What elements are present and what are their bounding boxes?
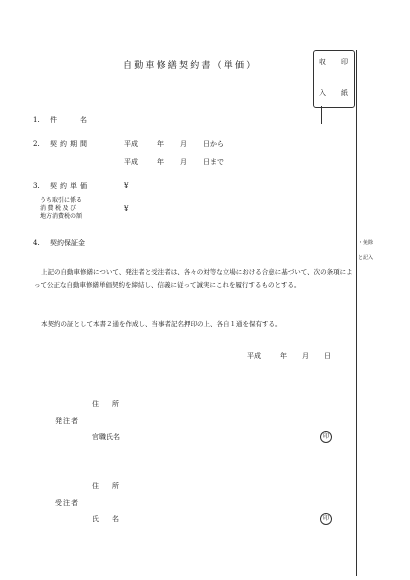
tax-label-line3: 地方消費税の額 [40,213,83,220]
orderer-seal-mark: 印 [320,431,332,443]
stamp-char-shu: 収 [319,58,326,66]
item-3-number: 3. [33,182,40,190]
orderer-party-label: 発注者 [55,417,79,425]
period-end-month: 月 [180,158,187,166]
item-1-number: 1. [33,116,40,124]
period-start-month: 月 [180,140,187,148]
stamp-char-nyu: 入 [319,89,326,97]
tax-yen: ¥ [124,205,129,213]
item-4-label: 契約保証金 [50,239,85,247]
stamp-char-shi: 紙 [341,89,348,97]
item-2-number: 2. [33,140,40,148]
revenue-stamp-box [313,50,355,108]
tax-label-line1: うち取引に係る [40,197,83,204]
contractor-address-label: 住 所 [92,482,122,490]
period-end-era: 平成 [124,158,138,166]
item-3-label: 契約単価 [50,182,90,190]
orderer-address-label: 住 所 [92,400,122,408]
stamp-char-in: 印 [341,58,348,66]
item-1-label: 件 名 [50,116,90,124]
contractor-name-label: 氏 名 [92,515,122,523]
date-era: 平成 [247,352,261,360]
tax-label-line2: 消費税及び [40,205,78,212]
body-paragraph-2: 本契約の証として本書２通を作成し、当事者記名押印の上、各自１通を保有する。 [41,320,282,328]
margin-line [356,50,357,576]
orderer-name-label: 官職氏名 [92,433,120,441]
period-end-day: 日まで [203,158,224,166]
contractor-party-label: 受注者 [55,499,79,507]
stamp-connector-line [321,106,322,124]
body-paragraph-1: 上記の自動車修繕について、発注者と受注者は、各々の対等な立場における合意に基づいて、次の条項によって公正な自動車修繕単価契約を締結し、信義に従って誠実にこれを履行するものとする。 [34,268,353,289]
item-2-label: 契約期間 [50,140,90,148]
period-start-day: 日から [203,140,224,148]
date-year: 年 [280,352,287,360]
document-title: 自動車修繕契約書（単価） [123,61,258,71]
period-start-era: 平成 [124,140,138,148]
side-note-line1: ・免除 [358,240,374,246]
side-note-line2: と記入 [358,255,374,261]
contractor-seal-mark: 印 [320,513,332,525]
period-start-year: 年 [157,140,164,148]
unit-price-yen: ¥ [124,182,129,190]
date-day: 日 [324,352,331,360]
item-4-number: 4. [33,239,40,247]
period-end-year: 年 [157,158,164,166]
date-month: 月 [302,352,309,360]
